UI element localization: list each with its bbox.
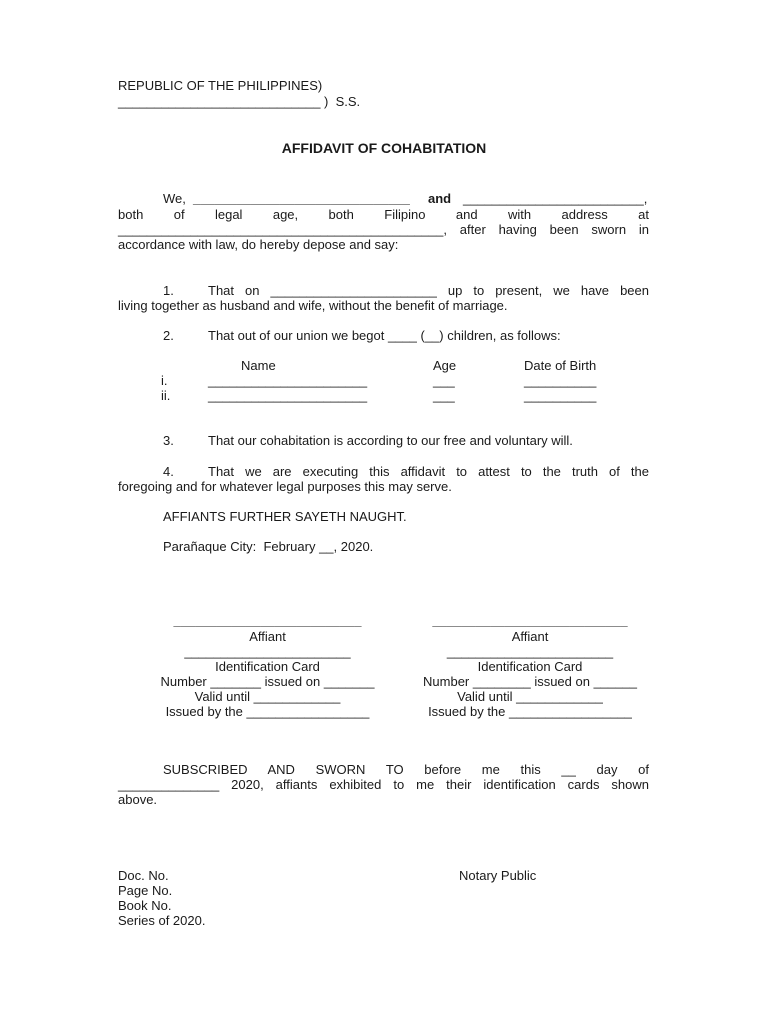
affiant-2-number-line: Number ________ issued on ______ bbox=[423, 674, 637, 689]
child-row-1-name: ______________________ bbox=[208, 373, 368, 388]
child-row-2-age: ___ bbox=[433, 388, 455, 403]
intro-name-blank-2: _________________________, bbox=[463, 191, 648, 206]
intro-name-blank-1: ______________________________ bbox=[193, 191, 410, 206]
child-row-1-dob: __________ bbox=[524, 373, 597, 388]
doc-no: Doc. No. bbox=[118, 868, 169, 883]
intro-line-3: _____________________________________________, after having been sworn in bbox=[118, 222, 649, 237]
affiant-2-id-label: Identification Card bbox=[477, 659, 583, 674]
affiant-1-label: Affiant bbox=[249, 629, 286, 644]
children-header-name: Name bbox=[241, 358, 276, 373]
item-4-line-2: foregoing and for whatever legal purposes this may serve. bbox=[118, 479, 452, 494]
affiant-1-valid-line: Valid until ____________ bbox=[194, 689, 341, 704]
republic-line: REPUBLIC OF THE PHILIPPINES) bbox=[118, 78, 323, 93]
ss-line: ____________________________ ) S.S. bbox=[118, 94, 361, 109]
child-row-2-index: ii. bbox=[161, 388, 171, 403]
item-1-line-1: That on _______________________ up to present, we have been bbox=[208, 283, 649, 298]
jurat-line-3: above. bbox=[118, 792, 158, 807]
affiant-1-id-label: Identification Card bbox=[215, 659, 320, 674]
item-3-line-1: That our cohabitation is according to our free and voluntary will. bbox=[208, 433, 573, 448]
intro-line-4: accordance with law, do hereby depose and say: bbox=[118, 237, 399, 252]
children-header-age: Age bbox=[433, 358, 457, 373]
item-2-line-1: That out of our union we begot ____ (__) children, as follows: bbox=[208, 328, 561, 343]
affiant-1-id-line: _______________________ bbox=[184, 644, 351, 659]
item-1-line-2: living together as husband and wife, without the benefit of marriage. bbox=[118, 298, 508, 313]
child-row-2-name: ______________________ bbox=[208, 388, 368, 403]
child-row-1-age: ___ bbox=[433, 373, 455, 388]
affiant-1-issued-by: Issued by the _________________ bbox=[165, 704, 370, 719]
affiant-2-id-line: _______________________ bbox=[446, 644, 614, 659]
child-row-1-index: i. bbox=[161, 373, 168, 388]
intro-and: and bbox=[428, 191, 452, 206]
jurat-line-1: SUBSCRIBED AND SWORN TO before me this __ day of bbox=[163, 762, 649, 777]
intro-line-2: both of legal age, both Filipino and with address at bbox=[118, 207, 649, 222]
item-4-number: 4. bbox=[163, 464, 174, 479]
book-no: Book No. bbox=[118, 898, 172, 913]
jurat-line-2: ______________ 2020, affiants exhibited to me their identification cards shown bbox=[118, 777, 649, 792]
affiant-2-signature-line: ___________________________ bbox=[432, 613, 628, 628]
affiants-further-sayeth: AFFIANTS FURTHER SAYETH NAUGHT. bbox=[163, 509, 407, 524]
affiant-2-issued-by: Issued by the _________________ bbox=[428, 704, 632, 719]
children-header-dob: Date of Birth bbox=[524, 358, 597, 373]
item-4-line-1: That we are executing this affidavit to attest to the truth of the bbox=[208, 464, 649, 479]
intro-we: We, bbox=[163, 191, 186, 206]
affiant-1-number-line: Number _______ issued on _______ bbox=[160, 674, 375, 689]
affiant-1-signature-line: __________________________ bbox=[173, 613, 362, 628]
child-row-2-dob: __________ bbox=[524, 388, 597, 403]
affiant-2-label: Affiant bbox=[511, 629, 549, 644]
series-of: Series of 2020. bbox=[118, 913, 206, 928]
notary-public-label: Notary Public bbox=[459, 868, 537, 883]
item-2-number: 2. bbox=[163, 328, 174, 343]
page-no: Page No. bbox=[118, 883, 173, 898]
item-3-number: 3. bbox=[163, 433, 174, 448]
item-1-number: 1. bbox=[163, 283, 174, 298]
affiant-2-valid-line: Valid until ____________ bbox=[457, 689, 603, 704]
place-and-date: Parañaque City: February __, 2020. bbox=[163, 539, 374, 554]
document-title: AFFIDAVIT OF COHABITATION bbox=[281, 140, 487, 156]
